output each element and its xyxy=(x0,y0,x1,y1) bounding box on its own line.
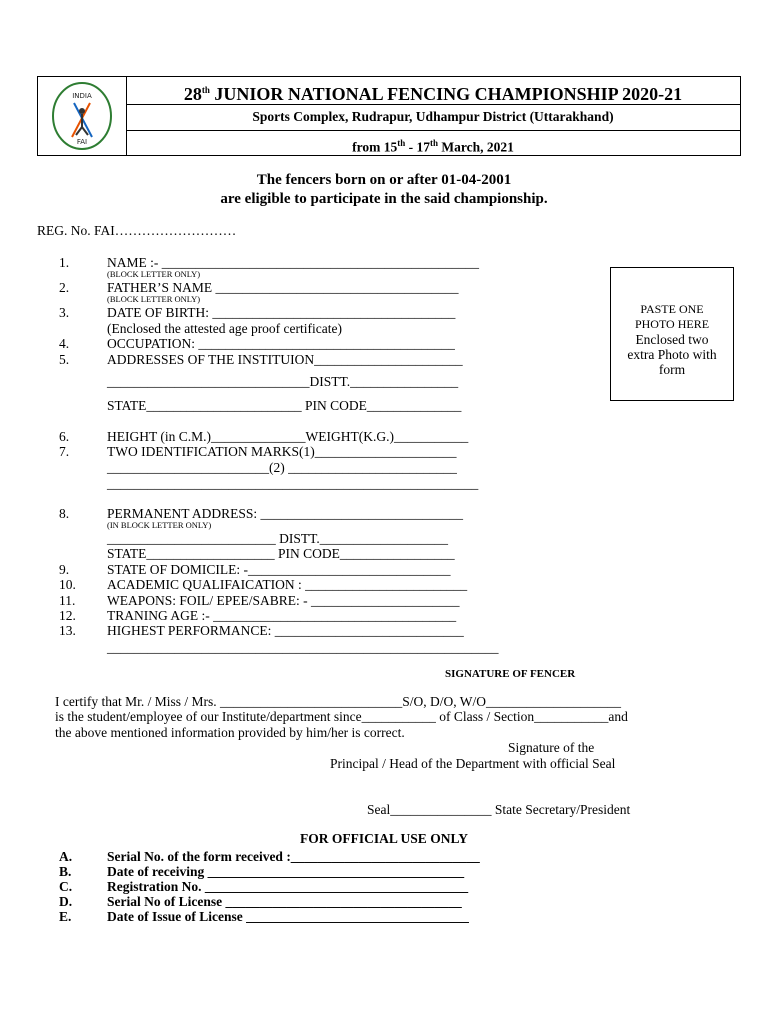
identification-marks-line[interactable]: _______________________________________________________ xyxy=(107,476,479,491)
permanent-state-pin-field[interactable]: STATE___________________ PIN CODE_________________ xyxy=(107,546,455,561)
item-number: 6. xyxy=(59,429,70,444)
date-from: from 15 xyxy=(352,139,398,155)
certify-line-1[interactable]: I certify that Mr. / Miss / Mrs. ___________________________S/O, D/O, W/O____________________ xyxy=(55,694,621,709)
height-weight-field[interactable]: HEIGHT (in C.M.)______________WEIGHT(K.G.)___________ xyxy=(107,429,469,444)
license-issue-date-field[interactable]: Date of Issue of License _________________________________ xyxy=(107,909,469,924)
dob-note: (Enclosed the attested age proof certificate) xyxy=(107,321,343,336)
item-number: 5. xyxy=(59,352,70,367)
date-of-receiving-field[interactable]: Date of receiving ______________________________________ xyxy=(107,864,465,879)
highest-performance-line[interactable]: __________________________________________________________ xyxy=(107,640,499,655)
license-serial-field[interactable]: Serial No of License ___________________________________ xyxy=(107,894,462,909)
official-item-label: B. xyxy=(59,864,72,879)
item-number: 8. xyxy=(59,506,70,521)
identification-marks-2-field[interactable]: ________________________(2) _________________________ xyxy=(107,460,457,475)
principal-signature-label-2: Principal / Head of the Department with official Seal xyxy=(330,756,616,771)
form-serial-field[interactable]: Serial No. of the form received :____________________________ xyxy=(107,849,480,864)
item-number: 10. xyxy=(59,577,76,592)
name-field[interactable]: NAME :- _______________________________________________ xyxy=(107,255,479,270)
registration-no-field[interactable]: Registration No. _______________________________________ xyxy=(107,879,469,894)
eligibility-line-1: The fencers born on or after 01-04-2001 xyxy=(256,172,512,188)
item-number: 4. xyxy=(59,336,70,351)
title-rest: JUNIOR NATIONAL FENCING CHAMPIONSHIP 2020-21 xyxy=(209,84,683,104)
identification-marks-field[interactable]: TWO IDENTIFICATION MARKS(1)_____________________ xyxy=(107,444,457,459)
official-use-title: FOR OFFICIAL USE ONLY xyxy=(300,831,468,846)
item-number: 1. xyxy=(59,255,70,270)
institution-address-field[interactable]: ADDRESSES OF THE INSTITUION______________________ xyxy=(107,352,463,367)
header-table xyxy=(37,76,741,156)
reg-no-field[interactable]: REG. No. FAI……………………… xyxy=(37,223,237,238)
item-number: 2. xyxy=(59,280,70,295)
seal-secretary-field[interactable]: Seal_______________ State Secretary/President xyxy=(367,802,631,817)
item-number: 12. xyxy=(59,608,76,623)
item-number: 11. xyxy=(59,593,76,608)
occupation-field[interactable]: OCCUPATION: ______________________________________ xyxy=(107,336,455,351)
fathers-name-field[interactable]: FATHER’S NAME ____________________________________ xyxy=(107,280,459,295)
permanent-address-hint: (IN BLOCK LETTER ONLY) xyxy=(107,520,212,530)
eligibility-line-2: are eligible to participate in the said championship. xyxy=(220,191,548,207)
official-item-label: E. xyxy=(59,909,72,924)
highest-performance-field[interactable]: HIGHEST PERFORMANCE: ____________________________ xyxy=(107,623,464,638)
certify-line-2[interactable]: is the student/employee of our Institute/department since___________ of Class / Section___________and xyxy=(55,709,628,724)
title-prefix: 28 xyxy=(183,84,202,104)
logo-cell xyxy=(38,77,127,155)
item-number: 7. xyxy=(59,444,70,459)
date-sup-2: th xyxy=(430,138,439,148)
academic-qualification-field[interactable]: ACADEMIC QUALIFAICATION : ________________________ xyxy=(107,577,468,592)
item-number: 9. xyxy=(59,562,70,577)
official-item-label: A. xyxy=(59,849,73,864)
institution-distt-field[interactable]: ______________________________DISTT.________________ xyxy=(107,374,459,389)
title-row xyxy=(126,77,740,105)
photo-box-line-3: Enclosed two xyxy=(635,332,709,347)
date-mid: - 17 xyxy=(405,139,430,155)
domicile-field[interactable]: STATE OF DOMICILE: -______________________________ xyxy=(107,562,451,577)
date-row xyxy=(126,130,740,155)
logo-top-text: INDIA xyxy=(72,92,92,100)
photo-box-line-2: PHOTO HERE xyxy=(634,317,710,331)
permanent-distt-field[interactable]: _________________________ DISTT.___________________ xyxy=(107,531,448,546)
photo-box-line-4: extra Photo with xyxy=(627,347,717,362)
date-sup-1: th xyxy=(397,138,406,148)
date-rest: March, 2021 xyxy=(438,139,514,155)
date-of-birth-field[interactable]: DATE OF BIRTH: ____________________________________ xyxy=(107,305,456,320)
official-item-label: D. xyxy=(59,894,73,909)
principal-signature-label-1: Signature of the xyxy=(508,740,595,755)
photo-box[interactable] xyxy=(610,267,734,401)
item-number: 3. xyxy=(59,305,70,320)
official-item-label: C. xyxy=(59,879,73,894)
title-sup: th xyxy=(201,85,210,95)
training-age-field[interactable]: TRANING AGE :- ____________________________________ xyxy=(107,608,457,623)
permanent-address-field[interactable]: PERMANENT ADDRESS: ______________________________ xyxy=(107,506,464,521)
fai-logo-icon xyxy=(50,81,114,151)
fathers-name-hint: (BLOCK LETTER ONLY) xyxy=(107,294,201,304)
venue-row: Sports Complex, Rudrapur, Udhampur District (Uttarakhand) xyxy=(126,104,740,131)
weapons-field[interactable]: WEAPONS: FOIL/ EPEE/SABRE: - ______________________ xyxy=(107,593,460,608)
name-hint: (BLOCK LETTER ONLY) xyxy=(107,269,201,279)
signature-of-fencer-label: SIGNATURE OF FENCER xyxy=(445,668,576,680)
photo-box-line-5: form xyxy=(658,362,686,377)
institution-state-pin-field[interactable]: STATE_______________________ PIN CODE______________ xyxy=(107,398,462,413)
logo-bottom-text: FAI xyxy=(76,138,88,146)
certify-line-3: the above mentioned information provided by him/her is correct. xyxy=(55,725,405,740)
photo-box-line-1: PASTE ONE xyxy=(640,302,704,316)
item-number: 13. xyxy=(59,623,76,638)
